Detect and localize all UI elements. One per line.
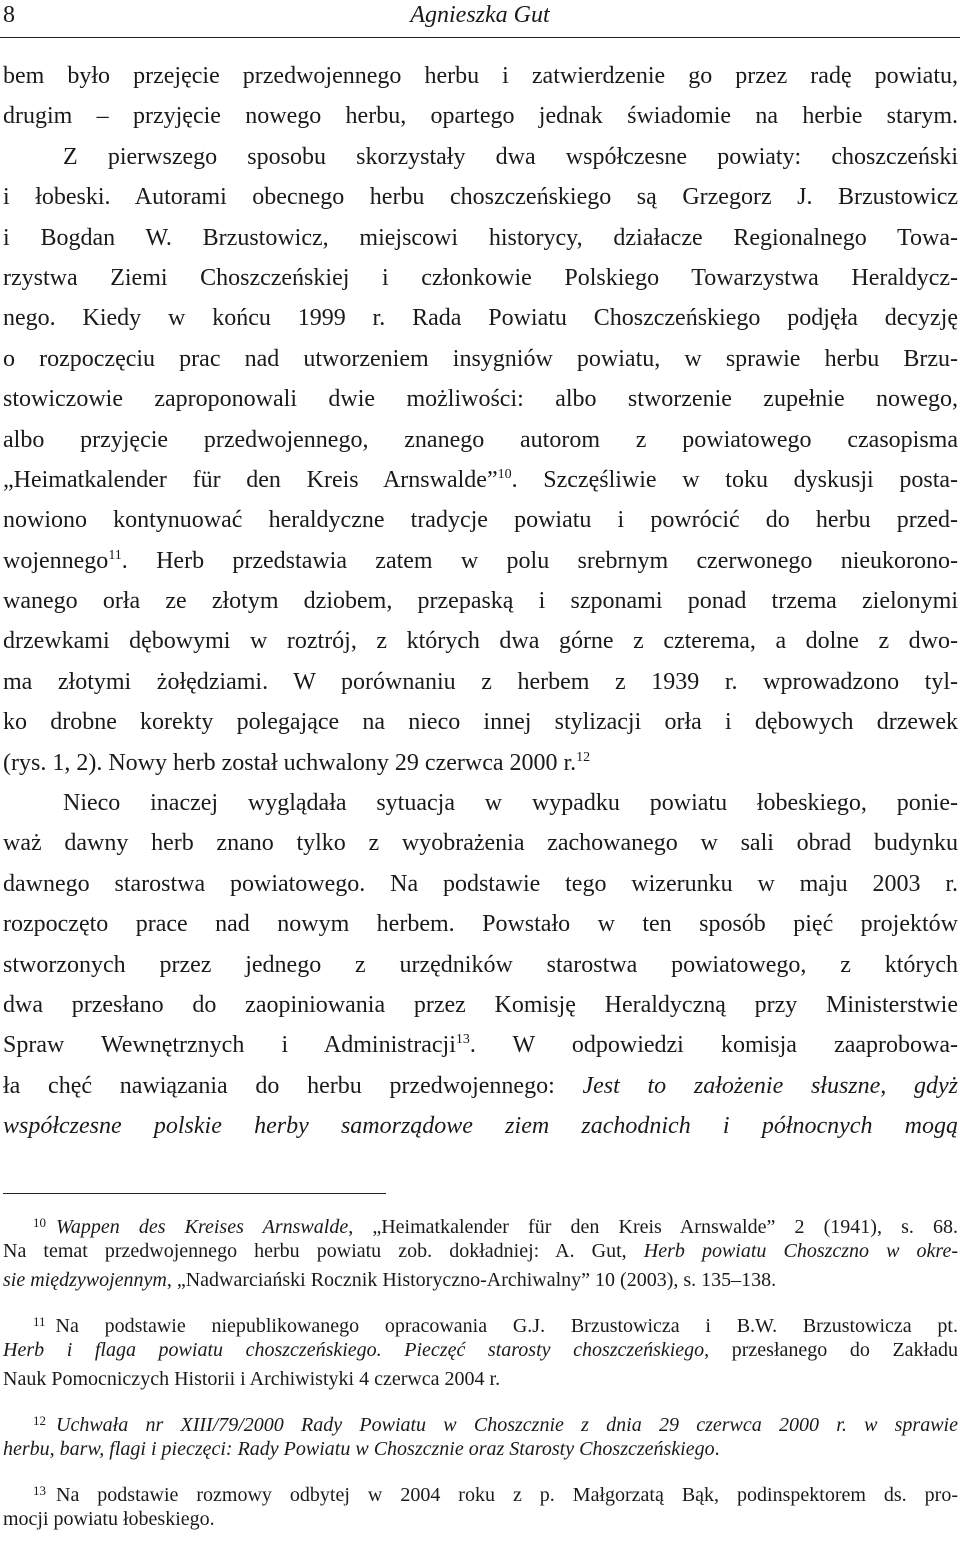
footnote-line: Nauk Pomocniczych Historii i Archiwistyki 4 czerwca 2004 r. xyxy=(3,1368,501,1390)
quotation-text: współczesne polskie herby samorządowe ziem zachodnich i północnych mogą xyxy=(3,1113,958,1140)
body-line: Z pierwszego sposobu skorzystały dwa współczesne powiaty: choszczeński xyxy=(63,143,958,170)
running-head-author: Agnieszka Gut xyxy=(410,2,550,28)
footnote-line xyxy=(3,1336,958,1365)
body-line: rzystwa Ziemi Choszczeńskiej i członkowie Polskiego Towarzystwa Heraldycz- xyxy=(3,264,958,291)
body-line xyxy=(3,1066,958,1106)
footnote-line xyxy=(3,1476,958,1505)
footnote-ref-11[interactable]: 11 xyxy=(108,547,122,563)
body-line: drzewkami dębowymi w roztrój, z których dwa górne z czterema, a dolne z dwo- xyxy=(3,628,958,655)
footnote-11 xyxy=(3,1307,958,1394)
cited-title: sie międzywojennym xyxy=(3,1269,167,1291)
footnote-line xyxy=(3,1266,958,1295)
cited-title: Uchwała nr XIII/79/2000 Rady Powiatu w Choszcznie z dnia 29 czerwca 2000 r. w sprawie xyxy=(56,1414,958,1436)
cited-title: Wappen des Kreises Arnswalde xyxy=(56,1216,349,1238)
line-text: Spraw Wewnętrznych i Administracji xyxy=(3,1032,456,1059)
footnote-text: , „Heimatkalender für den Kreis Arnswalde” 2 (1941), s. 68. xyxy=(348,1216,958,1238)
line-text: wojennego xyxy=(3,547,109,574)
body-line: wanego orła ze złotym dziobem, przepaską i szponami ponad trzema zielonymi xyxy=(3,588,958,615)
body-line: ma złotymi żołędziami. W porównaniu z herbem z 1939 r. wprowadzono tyl- xyxy=(3,668,958,695)
running-header xyxy=(0,0,960,38)
footnote-text: , „Nadwarciański Rocznik Historyczno-Archiwalny” 10 (2003), s. 135–138. xyxy=(166,1269,777,1291)
body-text xyxy=(3,56,958,1147)
body-line: bem było przejęcie przedwojennego herbu i zatwierdzenie go przez radę powiatu, xyxy=(3,63,958,89)
body-line: stworzonych przez jednego z urzędników starostwa powiatowego, z których xyxy=(3,951,958,978)
body-line: i Bogdan W. Brzustowicz, miejscowi historycy, działacze Regionalnego Towa- xyxy=(3,224,958,251)
footnote-13 xyxy=(3,1476,958,1534)
footnote-line xyxy=(3,1406,958,1435)
body-line: i łobeski. Autorami obecnego herbu choszczeńskiego są Grzegorz J. Brzustowicz xyxy=(3,184,958,211)
body-line: nego. Kiedy w końcu 1999 r. Rada Powiatu Choszczeńskiego podjęła decyzję xyxy=(3,305,958,332)
footnote-line: mocji powiatu łobeskiego. xyxy=(3,1508,215,1530)
body-line xyxy=(3,1106,958,1146)
body-line: Nieco inaczej wyglądała sytuacja w wypadku powiatu łobeskiego, ponie- xyxy=(63,790,958,817)
footnote-text: Na temat przedwojennego herbu powiatu zob. dokładniej: A. Gut, xyxy=(3,1240,644,1262)
body-line: dwa przesłano do zaopiniowania przez Komisję Heraldyczną przy Ministerstwie xyxy=(3,991,958,1018)
footnote-text: . xyxy=(714,1438,720,1460)
body-line: ko drobne korekty polegające na nieco innej stylizacji orła i dębowych drzewek xyxy=(3,709,958,736)
footnote-line xyxy=(3,1208,958,1237)
body-line xyxy=(3,460,958,500)
footnote-ref-10[interactable]: 10 xyxy=(497,466,512,482)
line-text: . Szczęśliwie w toku dyskusji posta- xyxy=(511,466,959,493)
footnote-number: 11 xyxy=(33,1314,46,1329)
line-text: (rys. 1, 2). Nowy herb został uchwalony 29 czerwca 2000 r. xyxy=(3,749,577,776)
body-line: waż dawny herb znano tylko z wyobrażenia zachowanego w sali obrad budynku xyxy=(3,830,958,857)
line-text: . W odpowiedzi komisja zaaprobowa- xyxy=(469,1032,958,1059)
footnote-text: , przesłanego do Zakładu xyxy=(704,1339,958,1361)
footnote-number: 13 xyxy=(33,1483,46,1498)
footnote-text: Na podstawie niepublikowanego opracowania G.J. Brzustowicza i B.W. Brzustowicza pt. xyxy=(55,1315,958,1337)
body-line xyxy=(3,1025,958,1065)
body-line xyxy=(3,541,958,581)
body-line: stowiczowie zaproponowali dwie możliwości: albo stworzenie zupełnie nowego, xyxy=(3,386,958,413)
footnote-ref-13[interactable]: 13 xyxy=(455,1032,470,1048)
line-text: . Herb przedstawia zatem w polu srebrnym czerwonego nieukorono- xyxy=(121,547,958,574)
footnote-10 xyxy=(3,1208,958,1295)
body-line: o rozpoczęciu prac nad utworzeniem insygniów powiatu, w sprawie herbu Brzu- xyxy=(3,345,958,372)
quotation-text: Jest to założenie słuszne, gdyż xyxy=(582,1072,958,1099)
footnote-line xyxy=(3,1307,958,1336)
page-number: 8 xyxy=(3,2,15,28)
footnote-12 xyxy=(3,1406,958,1464)
cited-title: Herb i flaga powiatu choszczeńskiego. Pieczęć starosty choszczeńskiego xyxy=(3,1339,705,1361)
footnote-line xyxy=(3,1435,958,1464)
footnote-separator xyxy=(3,1193,386,1194)
body-line: rozpoczęto prace nad nowym herbem. Powstało w ten sposób pięć projektów xyxy=(3,911,958,938)
cited-title: herbu, barw, flagi i pieczęci: Rady Powiatu w Choszcznie oraz Starosty Choszczeńskiego xyxy=(3,1438,715,1460)
footnotes xyxy=(3,1208,958,1546)
footnote-number: 12 xyxy=(33,1413,46,1428)
footnote-line xyxy=(3,1237,958,1266)
body-line: drugim – przyjęcie nowego herbu, opartego jednak świadomie na herbie starym. xyxy=(3,103,958,130)
body-line: nowiono kontynuować heraldyczne tradycje powiatu i powrócić do herbu przed- xyxy=(3,507,958,534)
footnote-number: 10 xyxy=(33,1215,46,1230)
body-line: albo przyjęcie przedwojennego, znanego autorom z powiatowego czasopisma xyxy=(3,426,958,453)
body-line: dawnego starostwa powiatowego. Na podstawie tego wizerunku w maju 2003 r. xyxy=(3,870,958,897)
header-rule xyxy=(0,37,960,38)
body-line xyxy=(3,743,958,783)
footnote-text: Na podstawie rozmowy odbytej w 2004 roku z p. Małgorzatą Bąk, podinspektorem ds. pro- xyxy=(56,1484,958,1506)
footnote-ref-12[interactable]: 12 xyxy=(576,749,591,765)
periodical-title: „Heimatkalender für den Kreis Arnswalde” xyxy=(3,466,498,493)
cited-title: Herb powiatu Choszczno w okre- xyxy=(643,1240,958,1262)
line-text: ła chęć nawiązania do herbu przedwojennego: xyxy=(3,1072,583,1099)
